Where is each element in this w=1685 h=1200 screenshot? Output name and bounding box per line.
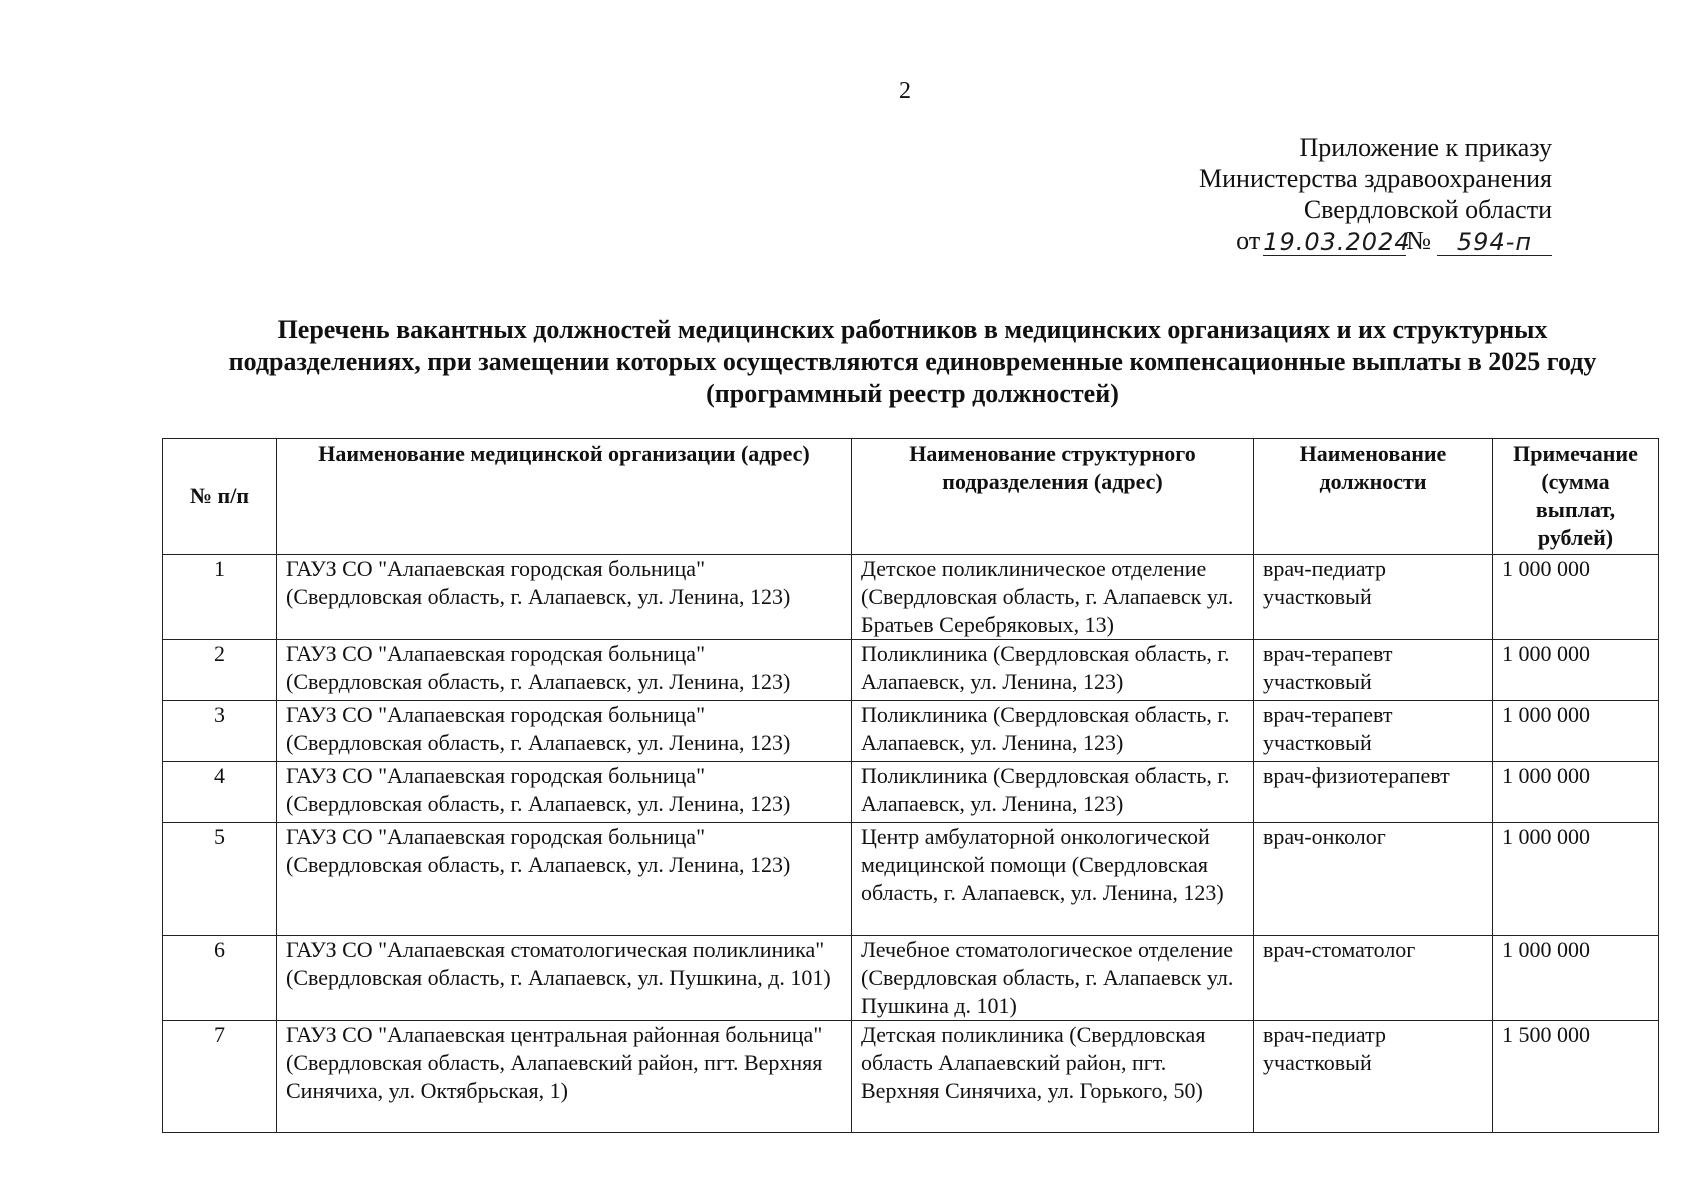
header-organization: Наименование медицинской организации (адрес) [277, 439, 852, 555]
title-line-1: Перечень вакантных должностей медицинских работников в медицинских организациях и их структурных [277, 315, 1548, 344]
table-row [163, 555, 1659, 640]
cell-subdivision: Детская поликлиника (Свердловская область Алапаевский район, пгт. Верхняя Синячиха, ул. Горького, 50) [852, 1021, 1254, 1133]
cell-organization: ГАУЗ СО "Алапаевская городская больница" (Свердловская область, г. Алапаевск, ул. Ленина, 123) [277, 640, 852, 701]
cell-organization: ГАУЗ СО "Алапаевская городская больница" (Свердловская область, г. Алапаевск, ул. Ленина, 123) [277, 823, 852, 936]
header-position: Наименование должности [1254, 439, 1493, 555]
page-number: 2 [899, 78, 911, 104]
table-row [163, 1021, 1659, 1133]
appendix-block [1199, 132, 1552, 256]
table-header-row [163, 439, 1659, 555]
order-date-number-line [1199, 225, 1552, 256]
cell-num: 1 [163, 555, 277, 640]
cell-position: врач-физиотерапевт [1254, 762, 1493, 823]
cell-position: врач-терапевт участковый [1254, 640, 1493, 701]
cell-note: 1 000 000 [1493, 823, 1659, 936]
cell-num: 3 [163, 701, 277, 762]
title-line-3: (программный реестр должностей) [706, 379, 1119, 408]
cell-subdivision: Поликлиника (Свердловская область, г. Алапаевск, ул. Ленина, 123) [852, 762, 1254, 823]
appendix-line-2: Министерства здравоохранения [1199, 164, 1552, 193]
table-row [163, 936, 1659, 1021]
table-row [163, 701, 1659, 762]
cell-position: врач-педиатр участковый [1254, 555, 1493, 640]
cell-organization: ГАУЗ СО "Алапаевская городская больница" (Свердловская область, г. Алапаевск, ул. Ленина, 123) [277, 762, 852, 823]
cell-position: врач-стоматолог [1254, 936, 1493, 1021]
cell-position: врач-терапевт участковый [1254, 701, 1493, 762]
cell-position: врач-онколог [1254, 823, 1493, 936]
cell-num: 2 [163, 640, 277, 701]
cell-subdivision: Лечебное стоматологическое отделение (Свердловская область, г. Алапаевск ул. Пушкина д. 101) [852, 936, 1254, 1021]
cell-organization: ГАУЗ СО "Алапаевская стоматологическая поликлиника" (Свердловская область, г. Алапаевск, ул. Пушкина, д. 101) [277, 936, 852, 1021]
cell-subdivision: Центр амбулаторной онкологической медицинской помощи (Свердловская область, г. Алапаевск, ул. Ленина, 123) [852, 823, 1254, 936]
cell-subdivision: Детское поликлиническое отделение (Свердловская область, г. Алапаевск ул. Братьев Серебряковых, 13) [852, 555, 1254, 640]
header-num: № п/п [163, 439, 277, 555]
header-note: Примечание (сумма выплат, рублей) [1493, 439, 1659, 555]
cell-num: 7 [163, 1021, 277, 1133]
table-row [163, 762, 1659, 823]
date-prefix: от [1236, 226, 1261, 255]
cell-organization: ГАУЗ СО "Алапаевская городская больница" (Свердловская область, г. Алапаевск, ул. Ленина, 123) [277, 701, 852, 762]
cell-num: 4 [163, 762, 277, 823]
handwritten-order-number: 594-п [1437, 229, 1552, 256]
positions-registry-table [162, 438, 1659, 1133]
number-prefix: № [1406, 226, 1431, 255]
handwritten-order-date: 19.03.2024 [1263, 228, 1411, 256]
cell-num: 6 [163, 936, 277, 1021]
title-line-2: подразделениях, при замещении которых осуществляются единовременные компенсационные выплаты в 2025 году [228, 347, 1597, 376]
appendix-line-3: Свердловской области [1303, 195, 1552, 224]
table-row [163, 640, 1659, 701]
document-title [160, 314, 1665, 410]
cell-note: 1 000 000 [1493, 936, 1659, 1021]
cell-subdivision: Поликлиника (Свердловская область, г. Алапаевск, ул. Ленина, 123) [852, 640, 1254, 701]
cell-note: 1 000 000 [1493, 701, 1659, 762]
cell-position: врач-педиатр участковый [1254, 1021, 1493, 1133]
cell-note: 1 000 000 [1493, 762, 1659, 823]
cell-organization: ГАУЗ СО "Алапаевская центральная районная больница" (Свердловская область, Алапаевский район, пгт. Верхняя Синячиха, ул. Октябрьская, 1) [277, 1021, 852, 1133]
cell-organization: ГАУЗ СО "Алапаевская городская больница" (Свердловская область, г. Алапаевск, ул. Ленина, 123) [277, 555, 852, 640]
cell-num: 5 [163, 823, 277, 936]
cell-note: 1 000 000 [1493, 640, 1659, 701]
cell-note: 1 500 000 [1493, 1021, 1659, 1133]
cell-note: 1 000 000 [1493, 555, 1659, 640]
table-row [163, 823, 1659, 936]
appendix-line-1: Приложение к приказу [1299, 133, 1552, 162]
cell-subdivision: Поликлиника (Свердловская область, г. Алапаевск, ул. Ленина, 123) [852, 701, 1254, 762]
header-subdivision: Наименование структурного подразделения (адрес) [852, 439, 1254, 555]
